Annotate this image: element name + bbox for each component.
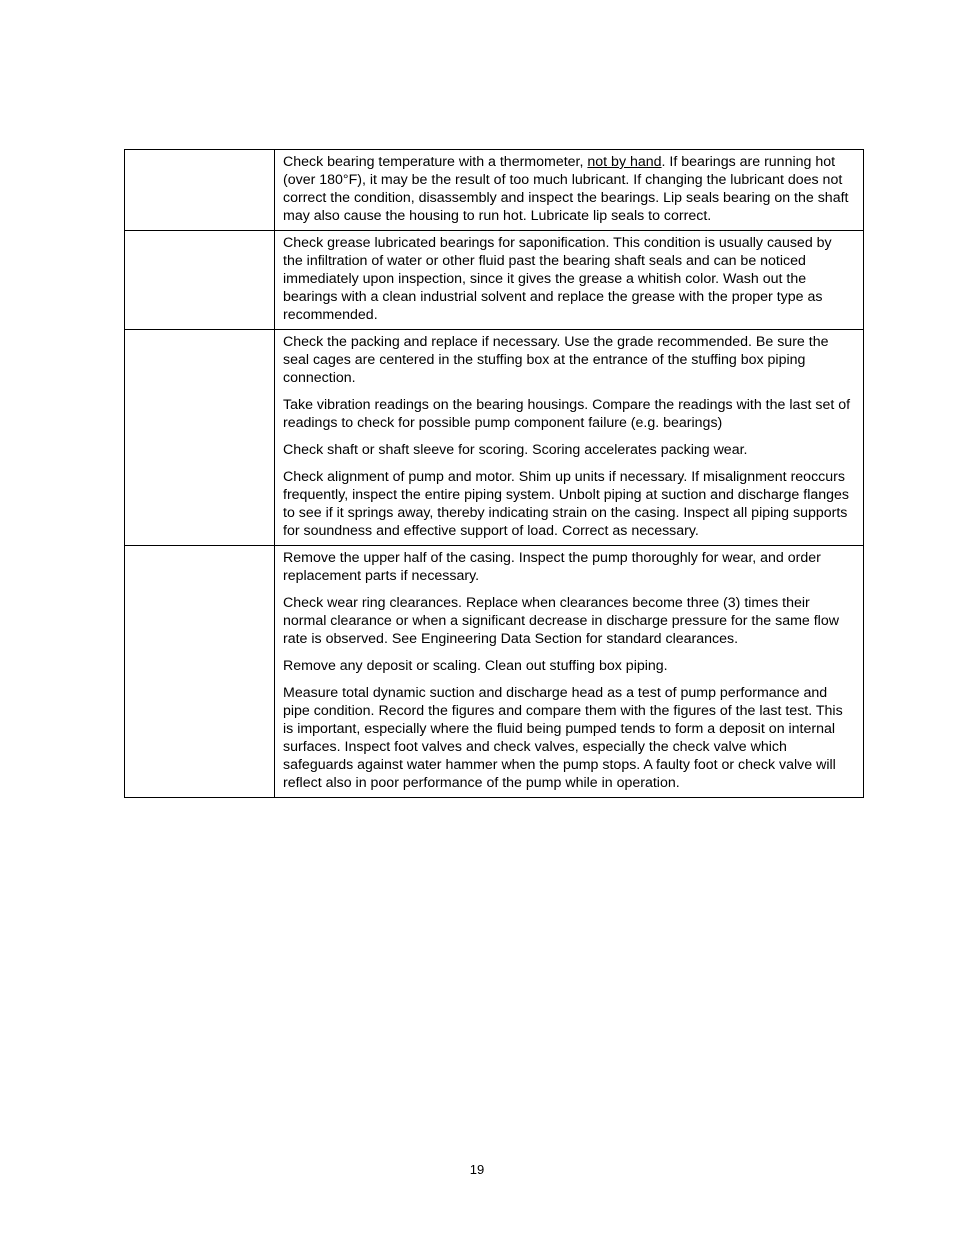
maintenance-table (124, 149, 864, 798)
table-row (125, 330, 864, 546)
instruction-paragraph (283, 153, 855, 225)
instruction-paragraph: Take vibration readings on the bearing housings. Compare the readings with the last set of readings to check for possible pump component failure (e.g. bearings) (283, 397, 851, 431)
table-cell-instructions (275, 150, 864, 231)
table-row (125, 546, 864, 798)
table-cell-empty (125, 231, 275, 330)
table-row (125, 150, 864, 231)
paragraph-text-before: Check bearing temperature with a thermometer, (283, 154, 588, 170)
instruction-paragraph: Check grease lubricated bearings for saponification. This condition is usually caused by the infiltration of water or other fluid past the bearing shaft seals and can be noticed immediately upon inspection, since it gives the grease a whitish color. Wash out the bearings with a clean industrial solvent and replace the grease with the proper type as recommended. (283, 235, 832, 323)
instruction-paragraph: Check wear ring clearances. Replace when clearances become three (3) times their normal clearance or when a significant decrease in discharge pressure for the same flow rate is observed. See Engineering Data Section for standard clearances. (283, 595, 839, 647)
table-row (125, 231, 864, 330)
instruction-paragraph: Check alignment of pump and motor. Shim up units if necessary. If misalignment reoccurs frequently, inspect the entire piping system. Unbolt piping at suction and discharge flanges to see if it springs away, thereby indicating strain on the casing. Inspect all piping supports for soundness and effective support of load. Correct as necessary. (283, 469, 849, 539)
page-number: 19 (469, 1162, 485, 1177)
table-cell-instructions (275, 546, 864, 798)
table-cell-instructions (275, 231, 864, 330)
instruction-paragraph: Check shaft or shaft sleeve for scoring. Scoring accelerates packing wear. (283, 442, 748, 458)
table-cell-instructions (275, 330, 864, 546)
instruction-paragraph: Remove the upper half of the casing. Inspect the pump thoroughly for wear, and order replacement parts if necessary. (283, 550, 821, 584)
table-cell-empty (125, 330, 275, 546)
instruction-paragraph: Check the packing and replace if necessary. Use the grade recommended. Be sure the seal cages are centered in the stuffing box at the entrance of the stuffing box piping connection. (283, 334, 829, 386)
table-cell-empty (125, 150, 275, 231)
instruction-paragraph: Measure total dynamic suction and discharge head as a test of pump performance and pipe condition. Record the figures and compare them with the figures of the last test. This is important, especially where the fluid being pumped tends to form a deposit on internal surfaces. Inspect foot valves and check valves, especially the check valve which safeguards against water hammer when the pump stops. A faulty foot or check valve will reflect also in poor performance of the pump while in operation. (283, 685, 843, 791)
paragraph-text-after: . If bearings are running hot (over 180°F), it may be the result of too much lubricant. If changing the lubricant does not correct the condition, disassembly and inspect the bearings. Lip seals bearing on the shaft may also cause the housing to run hot. Lubricate lip seals to correct. (283, 154, 849, 224)
table-cell-empty (125, 546, 275, 798)
instruction-paragraph: Remove any deposit or scaling. Clean out stuffing box piping. (283, 658, 668, 674)
underlined-text: not by hand (587, 154, 662, 170)
